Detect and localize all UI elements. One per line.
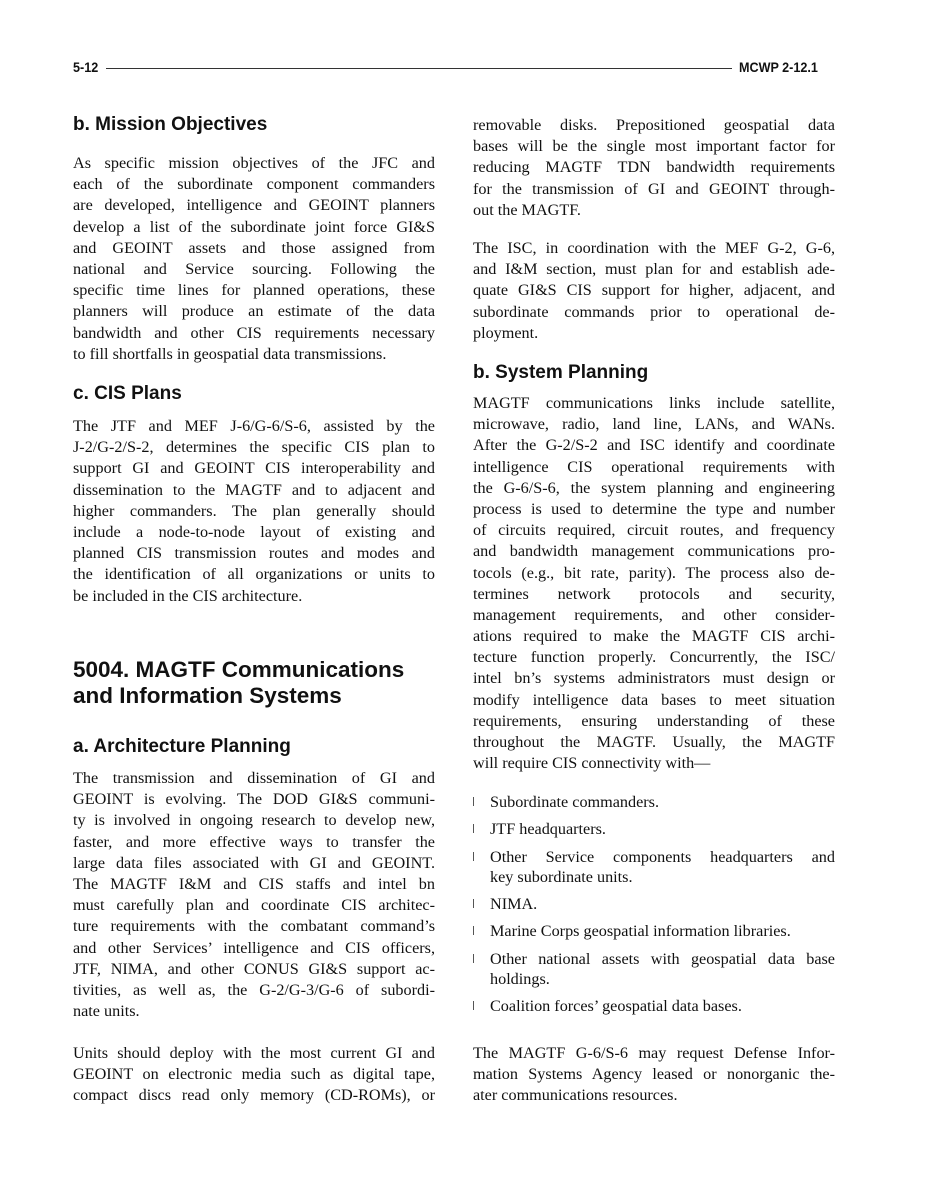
text-line: the identification of all organizations or units to bbox=[73, 565, 435, 584]
text-line: are developed, intelligence and GEOINT planners bbox=[73, 196, 435, 215]
text-line: modify intelligence data bases to meet situation bbox=[473, 690, 835, 709]
text-line: each of the subordinate component commanders bbox=[73, 175, 435, 194]
text-line: GEOINT is evolving. The DOD GI&S communi- bbox=[73, 790, 435, 809]
text-line: the G-6/S-6, the system planning and engineering bbox=[473, 478, 835, 497]
text-line: of circuits required, circuit routes, and frequency bbox=[473, 521, 835, 540]
publication-id: MCWP 2-12.1 bbox=[739, 59, 818, 75]
text-line: bases will be the single most important factor for bbox=[473, 137, 835, 156]
text-line: ployment. bbox=[473, 323, 539, 342]
bullet-text bbox=[490, 996, 835, 1016]
heading-architecture-planning: a. Architecture Planning bbox=[73, 736, 291, 757]
header-rule bbox=[106, 68, 732, 69]
bullet-marker-icon bbox=[473, 899, 474, 908]
text-line: nate units. bbox=[73, 1002, 140, 1021]
text-line: planned CIS transmission routes and modes and bbox=[73, 544, 435, 563]
text-line: must carefully plan and coordinate CIS architec- bbox=[73, 896, 435, 915]
text-line: The transmission and dissemination of GI and bbox=[73, 769, 435, 787]
text-line: be included in the CIS architecture. bbox=[73, 586, 303, 605]
bullet-text-line: Subordinate commanders. bbox=[490, 793, 660, 811]
page-number: 5-12 bbox=[73, 59, 99, 75]
text-line: will require CIS connectivity with— bbox=[473, 754, 711, 773]
bullet-text-line: Other Service components headquarters and bbox=[490, 848, 835, 866]
text-line: ations required to make the MAGTF CIS archi- bbox=[473, 627, 835, 646]
text-line: throughout the MAGTF. Usually, the MAGTF bbox=[473, 733, 835, 751]
bullet-text-line: holdings. bbox=[490, 970, 550, 988]
text-line: The ISC, in coordination with the MEF G-2, G-6, bbox=[473, 239, 835, 257]
text-line: tecture function properly. Concurrently, the ISC/ bbox=[473, 648, 835, 667]
text-line: mation Systems Agency leased or nonorganic the- bbox=[473, 1065, 835, 1084]
paragraph-system-planning bbox=[473, 393, 835, 774]
bullet-marker-icon bbox=[473, 824, 474, 833]
text-line: faster, and more effective ways to transfer the bbox=[73, 832, 435, 851]
paragraph-mission-objectives bbox=[73, 153, 435, 365]
text-line: removable disks. Prepositioned geospatial data bbox=[473, 116, 835, 134]
bullet-text bbox=[490, 819, 835, 839]
paragraph-cis-plans bbox=[73, 416, 435, 607]
paragraph-isc-coordination bbox=[473, 238, 835, 344]
bullet-marker-icon bbox=[473, 852, 474, 861]
paragraph-architecture-planning bbox=[73, 768, 435, 1022]
bullet-text bbox=[490, 894, 835, 914]
text-line: reducing MAGTF TDN bandwidth requirements bbox=[473, 158, 835, 177]
bullet-marker-icon bbox=[473, 797, 474, 806]
text-line: planners will produce an estimate of the data bbox=[73, 302, 435, 321]
text-line: J-2/G-2/S-2, determines the specific CIS plan to bbox=[73, 438, 435, 457]
bullet-marker-icon bbox=[473, 954, 474, 963]
text-line: ty is involved in ongoing research to develop new, bbox=[73, 811, 435, 830]
text-line: As specific mission objectives of the JFC and bbox=[73, 154, 435, 172]
text-line: quate GI&S CIS support for higher, adjacent, and bbox=[473, 281, 835, 300]
bullet-text-line: key subordinate units. bbox=[490, 868, 633, 886]
text-line: microwave, radio, land line, LANs, and WANs. bbox=[473, 415, 835, 434]
paragraph-disa-request bbox=[473, 1043, 835, 1107]
text-line: to fill shortfalls in geospatial data transmissions. bbox=[73, 344, 387, 363]
bullet-text-line: Marine Corps geospatial information libraries. bbox=[490, 922, 791, 940]
bullet-marker-icon bbox=[473, 926, 474, 935]
bullet-marker-icon bbox=[473, 1001, 474, 1010]
text-line: include a node-to-node layout of existing and bbox=[73, 522, 435, 541]
text-line: MAGTF communications links include satellite, bbox=[473, 394, 835, 412]
text-line: ture requirements with the combatant command’s bbox=[73, 917, 435, 936]
text-line: and bandwidth management communications pro- bbox=[473, 542, 835, 561]
text-line: for the transmission of GI and GEOINT through- bbox=[473, 179, 835, 198]
text-line: The MAGTF G-6/S-6 may request Defense Infor- bbox=[473, 1044, 835, 1062]
text-line: intelligence CIS operational requirements with bbox=[473, 457, 835, 476]
bullet-text bbox=[490, 921, 835, 941]
text-line: GEOINT on electronic media such as digital tape, bbox=[73, 1065, 435, 1084]
bullet-text-line: Coalition forces’ geospatial data bases. bbox=[490, 997, 742, 1015]
text-line: and GEOINT assets and those assigned from bbox=[73, 238, 435, 257]
text-line: JTF, NIMA, and other CONUS GI&S support ac- bbox=[73, 959, 435, 978]
bullet-text bbox=[490, 847, 835, 887]
paragraph-removable-disks bbox=[473, 115, 835, 221]
text-line: tocols (e.g., bit rate, parity). The process also de- bbox=[473, 563, 835, 582]
text-line: large data files associated with GI and GEOINT. bbox=[73, 853, 435, 872]
section-heading-5004-line1: 5004. MAGTF Communications bbox=[73, 657, 405, 682]
text-line: termines network protocols and security, bbox=[473, 584, 835, 603]
text-line: bandwidth and other CIS requirements necessary bbox=[73, 323, 435, 342]
text-line: and I&M section, must plan for and establish ade- bbox=[473, 260, 835, 279]
text-line: ater communications resources. bbox=[473, 1086, 678, 1105]
heading-mission-objectives: b. Mission Objectives bbox=[73, 114, 268, 135]
bullet-text-line: Other national assets with geospatial data base bbox=[490, 950, 835, 968]
text-line: support GI and GEOINT CIS interoperability and bbox=[73, 459, 435, 478]
section-heading-5004-line2: and Information Systems bbox=[73, 683, 342, 708]
text-line: out the MAGTF. bbox=[473, 200, 581, 219]
text-line: management requirements, and other consider- bbox=[473, 605, 835, 624]
text-line: develop a list of the subordinate joint force GI&S bbox=[73, 217, 435, 236]
bullet-text-line: JTF headquarters. bbox=[490, 820, 606, 838]
bullet-text-line: NIMA. bbox=[490, 895, 538, 913]
bullet-text bbox=[490, 792, 835, 812]
text-line: Units should deploy with the most current GI and bbox=[73, 1044, 435, 1062]
text-line: dissemination to the MAGTF and to adjacent and bbox=[73, 480, 435, 499]
text-line: After the G-2/S-2 and ISC identify and coordinate bbox=[473, 436, 835, 455]
text-line: and other Services’ intelligence and CIS officers, bbox=[73, 938, 435, 957]
text-line: requirements, ensuring understanding of these bbox=[473, 711, 835, 730]
text-line: process is used to determine the type and number bbox=[473, 499, 835, 518]
text-line: The JTF and MEF J-6/G-6/S-6, assisted by the bbox=[73, 417, 435, 435]
text-line: compact discs read only memory (CD-ROMs), or bbox=[73, 1086, 435, 1105]
heading-system-planning: b. System Planning bbox=[473, 362, 649, 383]
text-line: national and Service sourcing. Following the bbox=[73, 259, 435, 278]
text-line: The MAGTF I&M and CIS staffs and intel bn bbox=[73, 874, 435, 893]
text-line: subordinate commands prior to operational de- bbox=[473, 302, 835, 321]
heading-cis-plans: c. CIS Plans bbox=[73, 383, 182, 404]
text-line: higher commanders. The plan generally should bbox=[73, 501, 435, 520]
bullet-text bbox=[490, 949, 835, 989]
text-line: specific time lines for planned operations, these bbox=[73, 281, 435, 300]
paragraph-units-should-deploy bbox=[73, 1043, 435, 1107]
text-line: tivities, as well as, the G-2/G-3/G-6 of subordi- bbox=[73, 980, 435, 999]
text-line: intel bn’s systems administrators must design or bbox=[473, 669, 835, 688]
